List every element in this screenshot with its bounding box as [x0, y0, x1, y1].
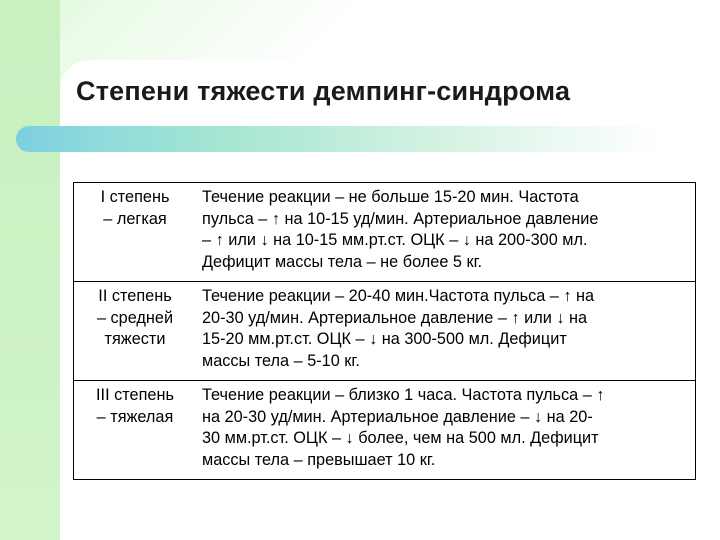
grade-cell	[74, 282, 197, 381]
grade-label: I степень – легкая	[100, 188, 170, 228]
grade-cell	[74, 183, 197, 282]
table-row	[74, 282, 696, 381]
grade-label: II степень – средней тяжести	[96, 287, 174, 348]
title-accent-bar	[16, 126, 720, 152]
table-row	[74, 381, 696, 480]
description-cell	[196, 183, 696, 282]
severity-table	[73, 182, 696, 480]
description-cell	[196, 381, 696, 480]
slide-title: Степени тяжести демпинг-синдрома	[76, 76, 571, 106]
grade-description: Течение реакции – не больше 15-20 мин. Частота пульса – ↑ на 10-15 уд/мин. Артериальное давление – ↑ или ↓ на 10-15 мм.рт.ст. ОЦК – ↓ на 200-300 мл. Дефицит массы тела – не более 5 кг.	[202, 188, 599, 271]
left-decorative-band	[0, 0, 60, 540]
grade-description: Течение реакции – близко 1 часа. Частота пульса – ↑ на 20-30 уд/мин. Артериальное давление – ↓ на 20- 30 мм.рт.ст. ОЦК – ↓ более, чем на 500 мл. Дефицит массы тела – превышает 10 кг.	[202, 386, 605, 469]
grade-description: Течение реакции – 20-40 мин.Частота пульса – ↑ на 20-30 уд/мин. Артериальное давление – ↑ или ↓ на 15-20 мм.рт.ст. ОЦК – ↓ на 300-500 мл. Дефицит массы тела – 5-10 кг.	[202, 287, 595, 370]
table-row	[74, 183, 696, 282]
grade-label: III степень – тяжелая	[96, 386, 174, 426]
grade-cell	[74, 381, 197, 480]
description-cell	[196, 282, 696, 381]
